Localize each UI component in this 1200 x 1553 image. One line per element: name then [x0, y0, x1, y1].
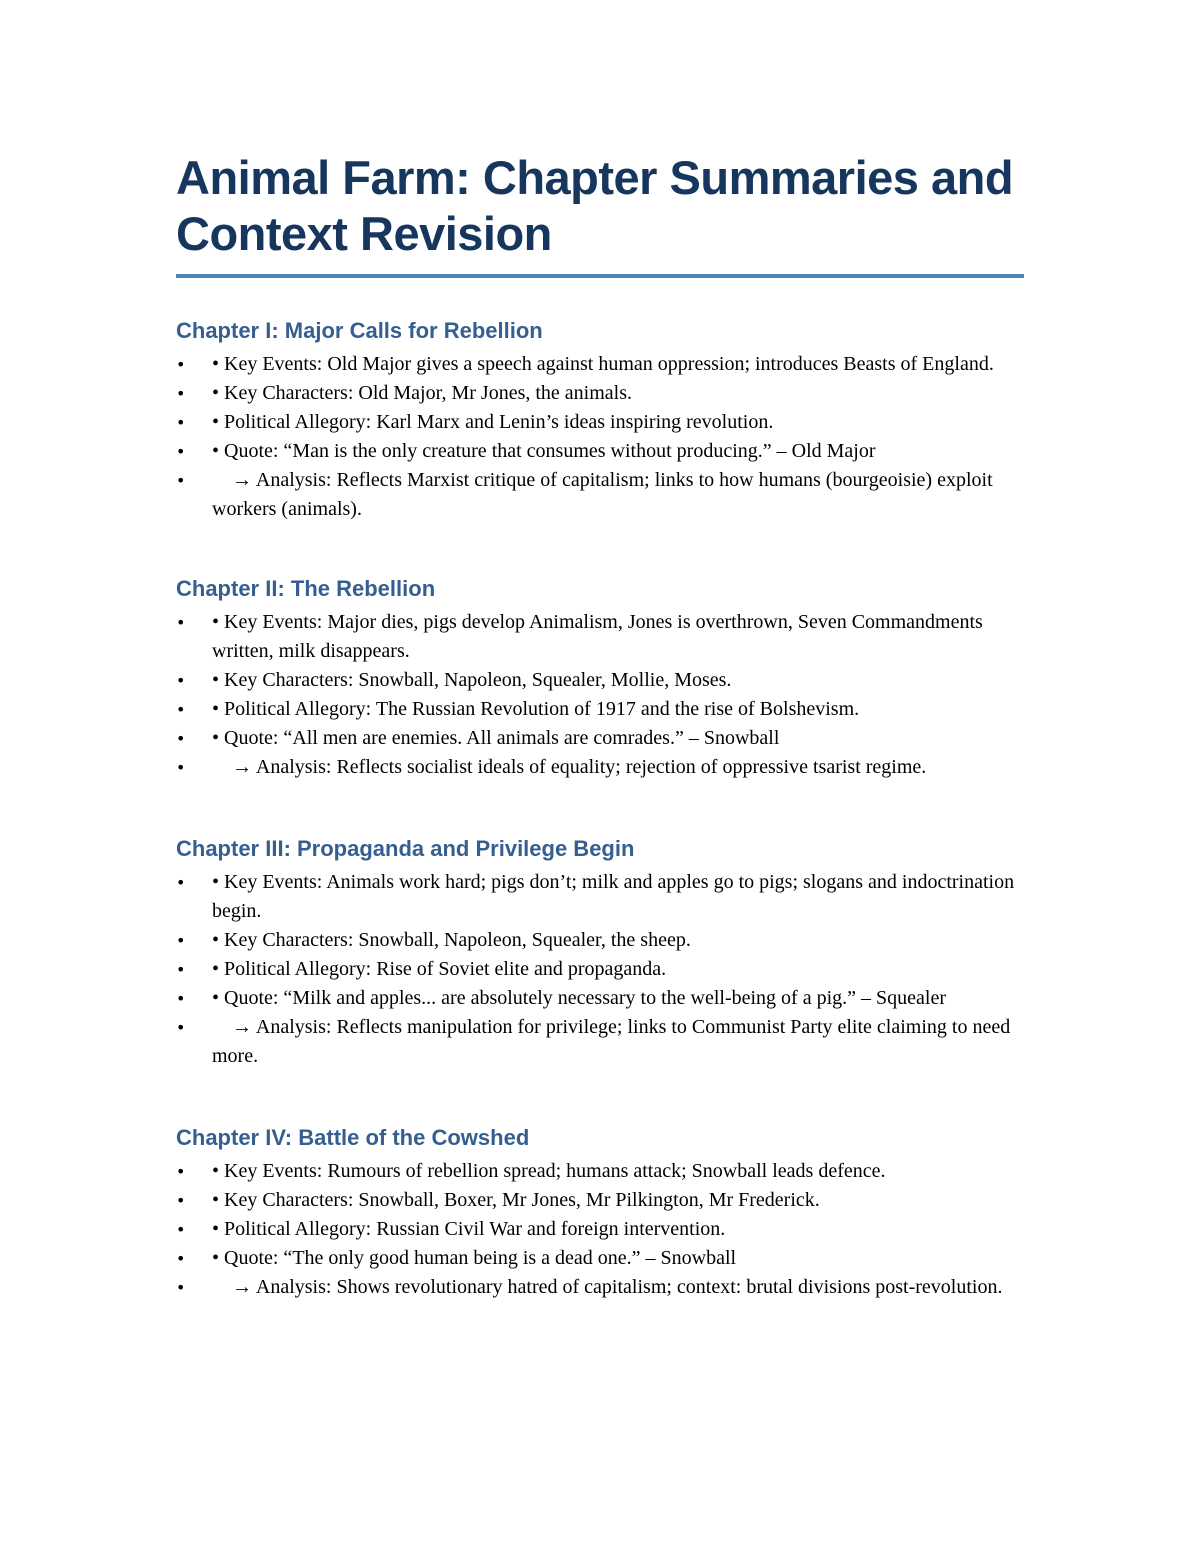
bullet-icon: • [176, 413, 186, 432]
chapter-1-list [176, 350, 1024, 524]
list-item [176, 1273, 1024, 1302]
bullet-icon: • [176, 1162, 186, 1181]
bullet-icon: • [176, 960, 186, 979]
list-item-text: • Key Events: Old Major gives a speech against human oppression; introduces Beasts of England. [212, 353, 994, 375]
bullet-icon: • [176, 729, 186, 748]
list-item-text: • Political Allegory: Rise of Soviet elite and propaganda. [212, 958, 667, 980]
chapter-4-list [176, 1157, 1024, 1302]
bullet-icon: • [176, 1278, 186, 1297]
list-item [176, 608, 1024, 666]
bullet-icon: • [176, 1220, 186, 1239]
list-item-text: • Key Events: Animals work hard; pigs don’t; milk and apples go to pigs; slogans and indoctrination begin. [212, 871, 1015, 922]
chapter-3-list [176, 868, 1024, 1071]
chapter-1-heading: Chapter I: Major Calls for Rebellion [176, 318, 543, 343]
chapter-2-list [176, 608, 1024, 782]
list-item [176, 466, 1024, 524]
bullet-icon: • [176, 989, 186, 1008]
list-item-text: • Key Characters: Snowball, Boxer, Mr Jones, Mr Pilkington, Mr Frederick. [212, 1189, 820, 1211]
list-item-text: • Quote: “Milk and apples... are absolutely necessary to the well-being of a pig.” – Squealer [212, 987, 946, 1009]
list-item [176, 868, 1024, 926]
bullet-icon: • [176, 671, 186, 690]
list-item-text: • Key Events: Rumours of rebellion spread; humans attack; Snowball leads defence. [212, 1160, 886, 1182]
list-item-text: • Key Characters: Old Major, Mr Jones, the animals. [212, 382, 632, 404]
list-item [176, 1013, 1024, 1071]
list-item [176, 1157, 1024, 1186]
list-item-text: • Quote: “The only good human being is a dead one.” – Snowball [212, 1247, 737, 1269]
bullet-icon: • [176, 700, 186, 719]
chapter-1-section [176, 316, 1024, 524]
list-item-text: • Key Events: Major dies, pigs develop Animalism, Jones is overthrown, Seven Commandments written, milk disappears. [212, 611, 983, 662]
list-item-text: → Analysis: Shows revolutionary hatred of capitalism; context: brutal divisions post-revolution. [212, 1276, 1003, 1298]
chapter-2-section [176, 574, 1024, 782]
list-item [176, 695, 1024, 724]
list-item-text: → Analysis: Reflects socialist ideals of equality; rejection of oppressive tsarist regime. [212, 756, 927, 778]
list-item [176, 984, 1024, 1013]
list-item-text: → Analysis: Reflects Marxist critique of capitalism; links to how humans (bourgeoisie) exploit workers (animals). [212, 469, 998, 520]
bullet-icon: • [176, 471, 186, 490]
bullet-icon: • [176, 442, 186, 461]
document-page [176, 150, 1024, 1302]
list-item [176, 724, 1024, 753]
bullet-icon: • [176, 1018, 186, 1037]
list-item [176, 379, 1024, 408]
chapter-4-heading: Chapter IV: Battle of the Cowshed [176, 1125, 530, 1150]
bullet-icon: • [176, 355, 186, 374]
list-item-text: • Political Allegory: Karl Marx and Lenin’s ideas inspiring revolution. [212, 411, 774, 433]
list-item [176, 926, 1024, 955]
list-item-text: • Quote: “Man is the only creature that consumes without producing.” – Old Major [212, 440, 876, 462]
list-item [176, 408, 1024, 437]
chapter-3-section [176, 834, 1024, 1071]
bullet-icon: • [176, 384, 186, 403]
bullet-icon: • [176, 1249, 186, 1268]
bullet-icon: • [176, 758, 186, 777]
list-item-text: • Key Characters: Snowball, Napoleon, Squealer, the sheep. [212, 929, 691, 951]
list-item [176, 666, 1024, 695]
chapter-3-heading: Chapter III: Propaganda and Privilege Begin [176, 836, 635, 861]
list-item [176, 1215, 1024, 1244]
bullet-icon: • [176, 1191, 186, 1210]
list-item-text: • Political Allegory: The Russian Revolution of 1917 and the rise of Bolshevism. [212, 698, 860, 720]
list-item-text: • Political Allegory: Russian Civil War and foreign intervention. [212, 1218, 726, 1240]
document-title: Animal Farm: Chapter Summaries and Context Revision [176, 150, 1024, 278]
bullet-icon: • [176, 613, 186, 632]
list-item [176, 1186, 1024, 1215]
list-item-text: • Key Characters: Snowball, Napoleon, Squealer, Mollie, Moses. [212, 669, 732, 691]
list-item [176, 955, 1024, 984]
bullet-icon: • [176, 873, 186, 892]
list-item [176, 753, 1024, 782]
list-item-text: → Analysis: Reflects manipulation for privilege; links to Communist Party elite claiming to need more. [212, 1016, 1016, 1067]
list-item [176, 1244, 1024, 1273]
bullet-icon: • [176, 931, 186, 950]
chapter-4-section [176, 1123, 1024, 1302]
chapter-2-heading: Chapter II: The Rebellion [176, 576, 436, 601]
list-item [176, 437, 1024, 466]
list-item-text: • Quote: “All men are enemies. All animals are comrades.” – Snowball [212, 727, 780, 749]
list-item [176, 350, 1024, 379]
